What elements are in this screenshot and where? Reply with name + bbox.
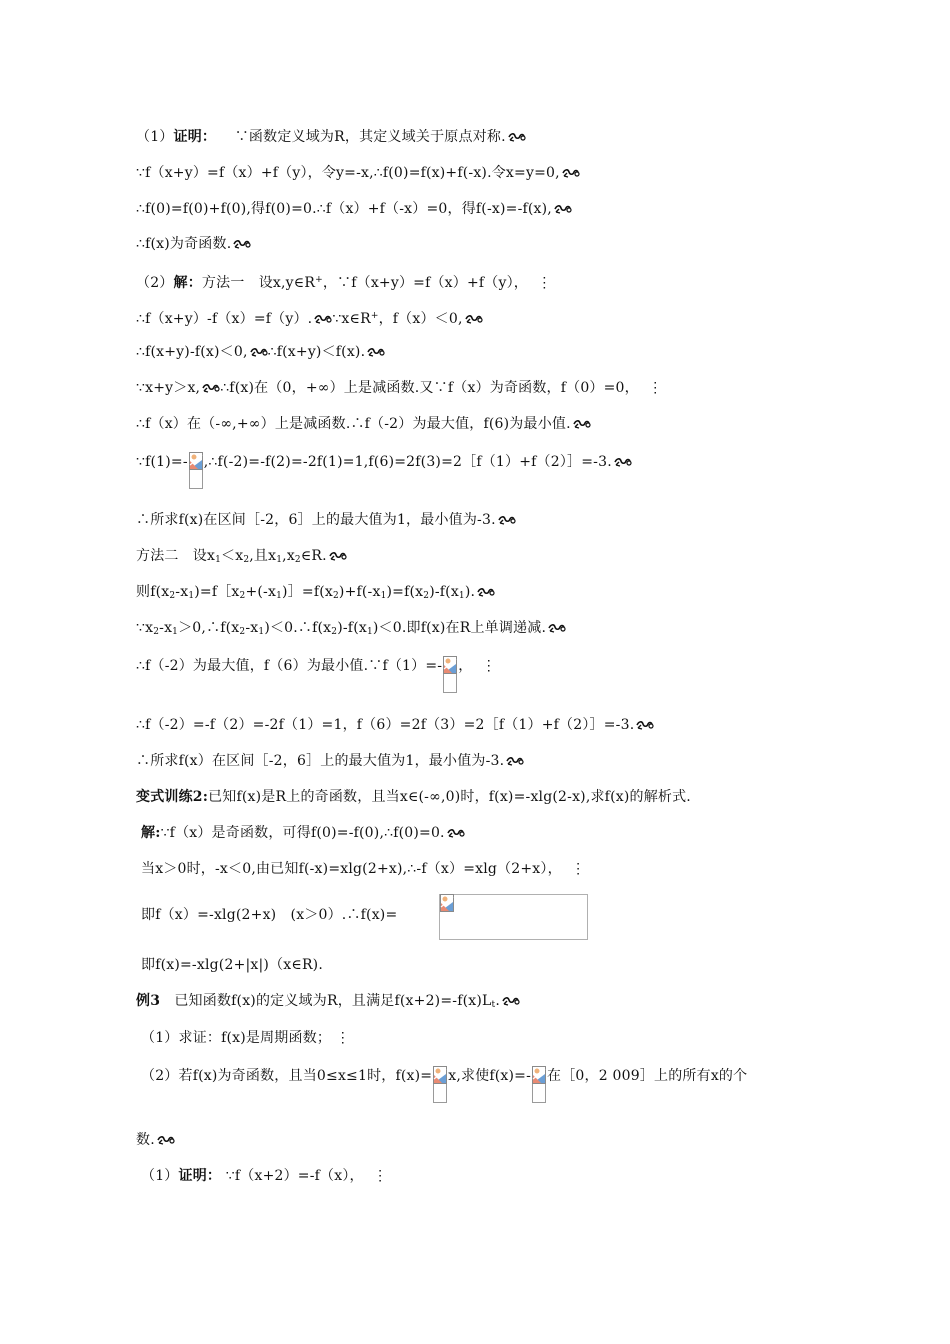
return-mark-icon (157, 1134, 175, 1146)
solution-line-6 (136, 452, 632, 490)
return-mark-icon (508, 131, 526, 143)
return-mark-icon (636, 719, 654, 731)
variant-solution-1 (141, 823, 465, 843)
text: )+f(-x (338, 584, 381, 600)
subscript: 2 (169, 591, 176, 601)
text: ，∵f（x+y）=f（x）+f（y）， (322, 275, 528, 291)
ellipsis-mark: ⋮ (537, 275, 552, 291)
solution-heading: 解： (173, 275, 202, 291)
solution-heading: 解: (141, 825, 161, 841)
variant-exercise-2 (136, 787, 691, 807)
proof-heading: 证明： (173, 129, 217, 145)
text: 即f(x)=-xlg(2+|x|)（x∈R). (141, 957, 323, 973)
text: ∴f(x+y)＜f(x). (267, 344, 366, 360)
solution-line-4 (136, 378, 662, 398)
text: ∴所求f(x）在区间［-2，6］上的最大值为1，最小值为-3. (136, 753, 505, 769)
subscript: 2 (239, 591, 246, 601)
example-3-part-1 (141, 1028, 350, 1048)
text: 方法二 设x (136, 548, 216, 564)
text: )＜0.即f(x)在R上单调递减. (372, 620, 547, 636)
return-mark-icon (314, 313, 332, 325)
subscript: 2 (423, 591, 430, 601)
return-mark-icon (498, 514, 516, 526)
proof-line-1 (136, 127, 526, 147)
text: 当x＞0时，-x＜0,由已知f(-x)=xlg(2+x),∴-f（x）=xlg（2+x）， (141, 861, 562, 877)
solution-line-7 (136, 510, 516, 530)
broken-image-icon (532, 1066, 546, 1104)
subscript: 2 (332, 591, 339, 601)
example-3-proof (141, 1166, 387, 1186)
text: ∴f(0)=f(0)+f(0),得f(0)=0.∴f（x）+f（-x）=0，得f(-x)=-f(x), (136, 201, 552, 217)
text: ∵x (136, 620, 154, 636)
method2-line-5 (136, 715, 654, 735)
subscript: 1 (258, 627, 265, 637)
return-mark-icon (367, 346, 385, 358)
text: 在［0，2 009］上的所有x的个 (547, 1068, 748, 1084)
text: )-f(x (429, 584, 459, 600)
subscript: 1 (458, 591, 465, 601)
text: ＞0,∴f(x (178, 620, 240, 636)
subscript: 2 (153, 627, 160, 637)
text: 数. (136, 1132, 155, 1148)
text: )＜0.∴f(x (264, 620, 332, 636)
variant-solution-4 (141, 955, 323, 975)
subscript: 1 (276, 591, 283, 601)
ellipsis-mark: ⋮ (648, 380, 663, 396)
method2-line-6 (136, 751, 524, 771)
return-mark-icon (447, 827, 465, 839)
piecewise-image-box (439, 894, 588, 940)
ellipsis-mark: ⋮ (373, 1168, 388, 1184)
text: ∵x+y＞x, (136, 380, 201, 396)
subscript: 1 (366, 627, 373, 637)
subscript: 1 (276, 555, 283, 565)
variant-solution-3 (141, 905, 397, 925)
return-mark-icon (202, 382, 220, 394)
text: ∵函数定义域为R，其定义域关于原点对称. (234, 129, 506, 145)
return-mark-icon (573, 418, 591, 430)
text: 即f（x）=-xlg(2+x) (x＞0）.∴f(x)= (141, 907, 398, 923)
text: ,且x (249, 548, 277, 564)
proof-line-4 (136, 234, 251, 254)
solution-line-3 (136, 342, 385, 362)
text: x,求使f(x)=- (448, 1068, 532, 1084)
text: ∵f（x+2）=-f（x）， (225, 1168, 364, 1184)
text: ∴f（-2）=-f（2）=-2f（1）=1，f（6）=2f（3）=2［f（1）+f（2）］=-3. (136, 717, 635, 733)
solution-line-5 (136, 414, 591, 434)
exercise-heading: 变式训练2: (136, 789, 209, 805)
return-mark-icon (506, 755, 524, 767)
text: +(-x (245, 584, 277, 600)
return-mark-icon (502, 995, 520, 1007)
method2-line-4 (136, 656, 496, 694)
text: ∈R. (300, 548, 327, 564)
text: ∴所求f(x)在区间［-2，6］上的最大值为1，最小值为-3. (136, 512, 496, 528)
ellipsis-mark: ⋮ (335, 1030, 350, 1046)
broken-image-icon (189, 452, 203, 490)
text: L (482, 993, 492, 1009)
variant-solution-2 (141, 859, 585, 879)
return-mark-icon (614, 456, 632, 468)
subscript: 1 (215, 555, 222, 565)
part-label: （1） (136, 129, 174, 145)
proof-line-2 (136, 163, 580, 183)
subscript: 1 (172, 627, 179, 637)
solution-line-1 (136, 270, 552, 293)
text: ∴f（x）在（-∞,+∞）上是减函数.∴f（-2）为最大值，f(6)为最小值. (136, 416, 571, 432)
broken-image-icon (439, 894, 455, 912)
text: ∴f(x)在（0，+∞）上是减函数.又∵f（x）为奇函数，f（0）=0， (220, 380, 639, 396)
text: 已知f(x)是R上的奇函数，且当x∈(-∞,0)时，f(x)=-xlg(2-x),求f(x)的解析式. (208, 789, 691, 805)
proof-line-3 (136, 199, 572, 219)
text: ∴f（-2）为最大值，f（6）为最小值.∵f（1）=- (136, 658, 443, 674)
text: ∴f（x+y）-f（x）=f（y）. (136, 311, 313, 327)
part-label: （2） (136, 275, 174, 291)
text: ∵f（x+y）=f（x）+f（y），令y=-x,∴f(0)=f(x)+f(-x).令x=y=0, (136, 165, 560, 181)
text: ∴f(x+y)-f(x)＜0, (136, 344, 248, 360)
return-mark-icon (554, 203, 572, 215)
text: 已知函数f(x)的定义域为R，且满足f(x+2)=-f(x) (160, 993, 482, 1009)
text: ∴f(x)为奇函数. (136, 236, 232, 252)
method2-line-3 (136, 618, 566, 642)
text: （1）求证：f(x)是周期函数； (141, 1030, 332, 1046)
text: ∵x∈R (332, 311, 371, 327)
return-mark-icon (562, 167, 580, 179)
text: -x (175, 584, 189, 600)
text: )-f(x (337, 620, 367, 636)
text: （2）若f(x)为奇函数，且当0≤x≤1时，f(x)= (141, 1068, 433, 1084)
return-mark-icon (477, 586, 495, 598)
proof-heading: 证明： (178, 1168, 222, 1184)
ellipsis-mark: ⋮ (571, 861, 586, 877)
subscript: 1 (188, 591, 195, 601)
subscript: 2 (243, 555, 250, 565)
return-mark-icon (329, 550, 347, 562)
text: )=f［x (194, 584, 240, 600)
text: )=f(x (386, 584, 424, 600)
example-3-part-2 (141, 1066, 747, 1104)
text: -x (159, 620, 173, 636)
method2-line-1 (136, 546, 347, 570)
ellipsis-mark: ⋮ (481, 658, 496, 674)
broken-image-icon (443, 656, 457, 694)
subscript: 2 (239, 627, 246, 637)
example-3 (136, 991, 520, 1015)
text: ∵f（x）是奇函数，可得f(0)=-f(0),∴f(0)=0. (160, 825, 445, 841)
text: 则f(x (136, 584, 170, 600)
example-3-part-2-cont (136, 1130, 175, 1150)
text: ，f（x）＜0, (378, 311, 463, 327)
text: )］=f(x (282, 584, 333, 600)
text: -x (245, 620, 259, 636)
superscript: + (315, 275, 323, 285)
text: . (495, 993, 500, 1009)
return-mark-icon (465, 313, 483, 325)
subscript: 2 (294, 555, 301, 565)
text: ). (464, 584, 476, 600)
part-label: （1） (141, 1168, 179, 1184)
subscript: 2 (331, 627, 338, 637)
text: 方法一 设x,y∈R (201, 275, 316, 291)
return-mark-icon (250, 346, 268, 358)
subscript: 1 (380, 591, 387, 601)
text: ,∴f(-2)=-f(2)=-2f(1)=1,f(6)=2f(3)=2［f（1）+f（2）］=-3. (203, 454, 612, 470)
solution-line-2 (136, 306, 483, 329)
broken-image-icon (433, 1066, 447, 1104)
return-mark-icon (548, 622, 566, 634)
method2-line-2 (136, 582, 495, 606)
superscript: + (370, 311, 379, 321)
return-mark-icon (233, 238, 251, 250)
subscript: t (491, 1000, 496, 1010)
example-heading: 例3 (136, 993, 161, 1009)
text: ＜x (221, 548, 244, 564)
text: ,x (282, 548, 295, 564)
text: ∵f(1)=- (136, 454, 188, 470)
text: ， (458, 658, 473, 674)
